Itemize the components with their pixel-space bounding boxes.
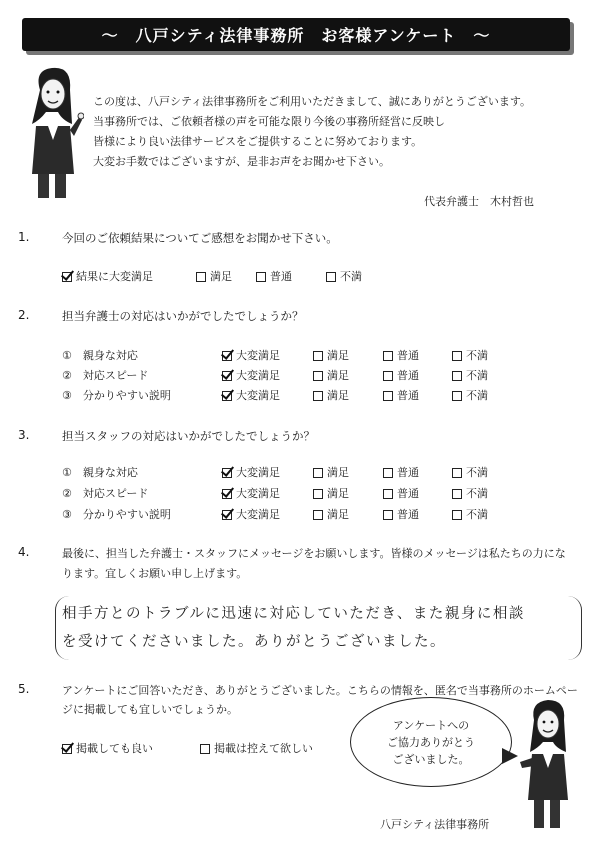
checkbox[interactable] bbox=[452, 371, 462, 381]
handwritten-answer: 相手方とのトラブルに迅速に対応していただき、また親身に相談 bbox=[62, 606, 525, 622]
question-text: ります。宜しくお願い申し上げます。 bbox=[62, 567, 248, 580]
checkbox-checked[interactable] bbox=[222, 510, 232, 520]
checkbox[interactable] bbox=[383, 371, 393, 381]
q3-row3-satisfied[interactable]: 満足 bbox=[313, 506, 349, 522]
q5-option-publish-ok[interactable]: 掲載しても良い bbox=[62, 740, 153, 756]
q3-row2-dissatisfied[interactable]: 不満 bbox=[452, 485, 488, 501]
checkbox[interactable] bbox=[326, 272, 336, 282]
q2-row2-satisfied[interactable]: 満足 bbox=[313, 367, 349, 383]
checkbox[interactable] bbox=[452, 468, 462, 478]
q3-row2-satisfied[interactable]: 満足 bbox=[313, 485, 349, 501]
q2-row3-dissatisfied[interactable]: 不満 bbox=[452, 387, 488, 403]
checkbox[interactable] bbox=[452, 489, 462, 499]
handwritten-answer: を受けてくださいました。ありがとうございました。 bbox=[62, 634, 446, 650]
title-banner bbox=[22, 18, 570, 51]
q3-row-label: ① 親身な対応 bbox=[62, 466, 138, 479]
q3-row1-normal[interactable]: 普通 bbox=[383, 464, 419, 480]
staff-illustration-bottom bbox=[518, 698, 582, 834]
q2-row1-normal[interactable]: 普通 bbox=[383, 347, 419, 363]
checkbox[interactable] bbox=[313, 510, 323, 520]
speech-bubble-tail bbox=[502, 748, 518, 764]
intro-line: この度は、八戸シティ法律事務所をご利用いただきまして、誠にありがとうございます。 bbox=[93, 95, 532, 108]
checkbox[interactable] bbox=[196, 272, 206, 282]
q2-row2-normal[interactable]: 普通 bbox=[383, 367, 419, 383]
checkbox[interactable] bbox=[452, 351, 462, 361]
q2-row-label: ① 親身な対応 bbox=[62, 349, 138, 362]
q1-option-dissatisfied[interactable]: 不満 bbox=[326, 268, 362, 284]
q2-row-label: ③ 分かりやすい説明 bbox=[62, 389, 171, 402]
checkbox-checked[interactable] bbox=[222, 371, 232, 381]
office-name-footer: 八戸シティ法律事務所 bbox=[380, 818, 490, 831]
checkbox[interactable] bbox=[313, 391, 323, 401]
q5-option-do-not-publish[interactable]: 掲載は控えて欲しい bbox=[200, 740, 313, 756]
q3-row3-dissatisfied[interactable]: 不満 bbox=[452, 506, 488, 522]
q2-row3-very-satisfied[interactable]: 大変満足 bbox=[222, 387, 280, 403]
q2-row2-very-satisfied[interactable]: 大変満足 bbox=[222, 367, 280, 383]
q1-option-satisfied[interactable]: 満足 bbox=[196, 268, 232, 284]
q3-row-label: ③ 分かりやすい説明 bbox=[62, 508, 171, 521]
q2-row1-very-satisfied[interactable]: 大変満足 bbox=[222, 347, 280, 363]
q3-row1-very-satisfied[interactable]: 大変満足 bbox=[222, 464, 280, 480]
page-title: ～ 八戸シティ法律事務所 お客様アンケート ～ bbox=[101, 26, 491, 45]
bubble-line: ご協力ありがとう bbox=[387, 735, 475, 749]
q1-option-very-satisfied[interactable]: 結果に大変満足 bbox=[62, 268, 153, 284]
q3-row1-satisfied[interactable]: 満足 bbox=[313, 464, 349, 480]
checkbox-checked[interactable] bbox=[222, 391, 232, 401]
thank-you-speech-bubble bbox=[350, 697, 512, 787]
question-number: 4. bbox=[18, 545, 30, 559]
checkbox[interactable] bbox=[200, 744, 210, 754]
checkbox[interactable] bbox=[256, 272, 266, 282]
intro-line: 皆様により良い法律サービスをご提供することに努めております。 bbox=[93, 135, 423, 148]
question-number: 3. bbox=[18, 428, 30, 442]
q2-row1-dissatisfied[interactable]: 不満 bbox=[452, 347, 488, 363]
q2-row1-satisfied[interactable]: 満足 bbox=[313, 347, 349, 363]
representative-signature: 代表弁護士 木村哲也 bbox=[424, 195, 534, 208]
checkbox[interactable] bbox=[383, 468, 393, 478]
staff-illustration-top bbox=[22, 64, 84, 204]
checkbox-checked[interactable] bbox=[62, 744, 72, 754]
checkbox[interactable] bbox=[383, 351, 393, 361]
checkbox-checked[interactable] bbox=[62, 272, 72, 282]
intro-line: 大変お手数ではございますが、是非お声をお聞かせ下さい。 bbox=[93, 155, 390, 168]
checkbox[interactable] bbox=[383, 510, 393, 520]
question-text: 最後に、担当した弁護士・スタッフにメッセージをお願いします。皆様のメッセージは私たちの力にな bbox=[62, 547, 566, 560]
question-text: 今回のご依頼結果についてご感想をお聞かせ下さい。 bbox=[62, 231, 338, 245]
question-text: 担当弁護士の対応はいかがでしたでしょうか？ bbox=[62, 309, 304, 323]
q3-row3-normal[interactable]: 普通 bbox=[383, 506, 419, 522]
q2-row3-normal[interactable]: 普通 bbox=[383, 387, 419, 403]
question-text: アンケートにご回答いただき、ありがとうございました。こちらの情報を、匿名で当事務所のホームペー bbox=[62, 684, 578, 697]
checkbox[interactable] bbox=[313, 468, 323, 478]
checkbox[interactable] bbox=[313, 351, 323, 361]
q2-row-label: ② 対応スピード bbox=[62, 369, 149, 382]
q1-option-normal[interactable]: 普通 bbox=[256, 268, 292, 284]
intro-text bbox=[93, 92, 531, 172]
q3-row2-very-satisfied[interactable]: 大変満足 bbox=[222, 485, 280, 501]
question-text: ジに掲載しても宜しいでしょうか。 bbox=[62, 703, 238, 716]
checkbox[interactable] bbox=[383, 391, 393, 401]
q3-row3-very-satisfied[interactable]: 大変満足 bbox=[222, 506, 280, 522]
bubble-line: ございました。 bbox=[392, 752, 470, 766]
q3-row1-dissatisfied[interactable]: 不満 bbox=[452, 464, 488, 480]
question-number: 2. bbox=[18, 308, 30, 322]
q2-row2-dissatisfied[interactable]: 不満 bbox=[452, 367, 488, 383]
q3-row-label: ② 対応スピード bbox=[62, 487, 149, 500]
bubble-line: アンケートへの bbox=[392, 718, 470, 732]
checkbox[interactable] bbox=[452, 391, 462, 401]
checkbox[interactable] bbox=[313, 489, 323, 499]
checkbox-checked[interactable] bbox=[222, 468, 232, 478]
checkbox[interactable] bbox=[452, 510, 462, 520]
q2-row3-satisfied[interactable]: 満足 bbox=[313, 387, 349, 403]
checkbox-checked[interactable] bbox=[222, 489, 232, 499]
checkbox-checked[interactable] bbox=[222, 351, 232, 361]
checkbox[interactable] bbox=[313, 371, 323, 381]
intro-line: 当事務所では、ご依頼者様の声を可能な限り今後の事務所経営に反映し bbox=[93, 115, 445, 128]
checkbox[interactable] bbox=[383, 489, 393, 499]
question-number: 5. bbox=[18, 682, 30, 696]
question-text: 担当スタッフの対応はいかがでしたでしょうか？ bbox=[62, 429, 315, 443]
q3-row2-normal[interactable]: 普通 bbox=[383, 485, 419, 501]
question-number: 1. bbox=[18, 230, 30, 244]
